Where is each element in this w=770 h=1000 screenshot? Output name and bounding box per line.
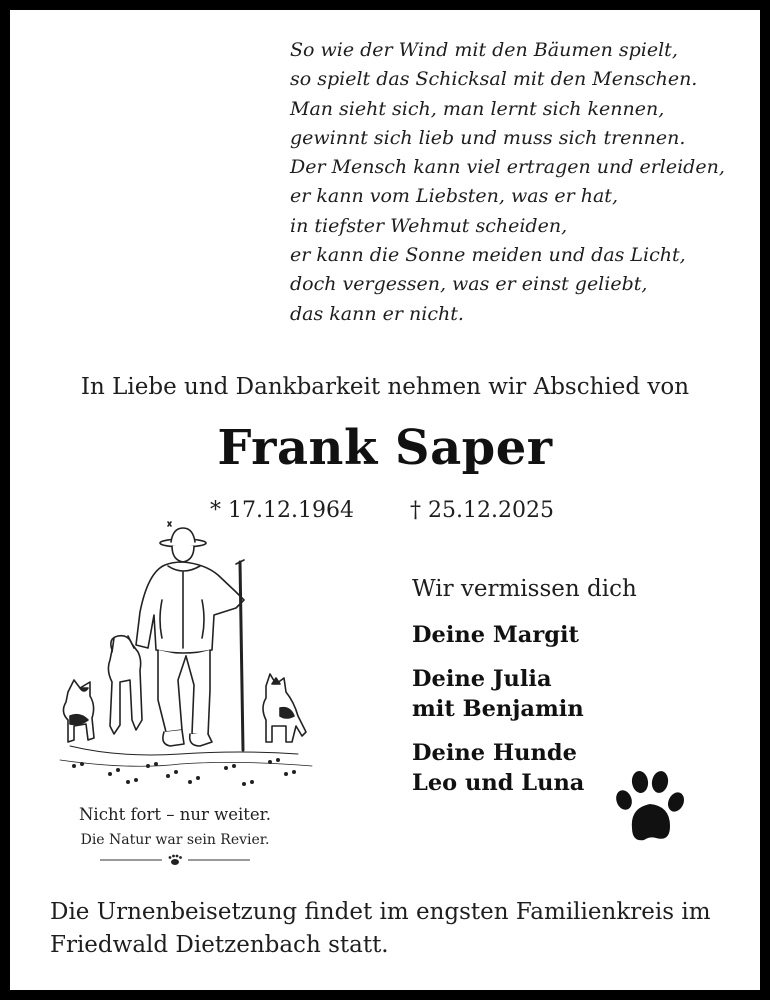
deceased-name: Frank Saper: [217, 420, 553, 476]
paw-divider: [100, 854, 250, 866]
signer-line: Leo und Luna: [412, 770, 585, 796]
signer-line: Deine Margit: [412, 622, 579, 648]
signer-line: Deine Hunde: [412, 740, 577, 766]
paw-print-icon: [610, 770, 688, 846]
poem-line: das kann er nicht.: [290, 302, 464, 325]
poem-line: er kann vom Liebsten, was er hat,: [290, 185, 618, 208]
illustration-caption-line2: Die Natur war sein Revier.: [80, 832, 270, 848]
signer-dogs: [412, 738, 584, 798]
farewell-intro: In Liebe und Dankbarkeit nehmen wir Abschied von: [80, 374, 690, 400]
birth-date: * 17.12.1964: [210, 498, 354, 523]
signer-margit: [412, 620, 579, 650]
poem: [290, 36, 750, 329]
signer-line: mit Benjamin: [412, 696, 584, 722]
signer-julia: [412, 664, 584, 724]
poem-line: so spielt das Schicksal mit den Menschen.: [290, 68, 698, 91]
poem-line: Der Mensch kann viel ertragen und erleiden,: [290, 156, 725, 179]
poem-line: er kann die Sonne meiden und das Licht,: [290, 244, 686, 267]
poem-line: gewinnt sich lieb und muss sich trennen.: [290, 126, 686, 149]
signer-line: Deine Julia: [412, 666, 552, 692]
miss-you-text: Wir vermissen dich: [412, 576, 637, 602]
illustration-caption-line1: Nicht fort – nur weiter.: [78, 805, 272, 824]
poem-line: doch vergessen, was er einst geliebt,: [290, 273, 648, 296]
poem-line: So wie der Wind mit den Bäumen spielt,: [290, 39, 678, 61]
death-date: † 25.12.2025: [410, 498, 554, 523]
burial-notice: Die Urnenbeisetzung findet im engsten Familienkreis im Friedwald Dietzenbach statt.: [50, 899, 711, 958]
poem-line: in tiefster Wehmut scheiden,: [290, 214, 568, 237]
poem-line: Man sieht sich, man lernt sich kennen,: [290, 97, 665, 120]
